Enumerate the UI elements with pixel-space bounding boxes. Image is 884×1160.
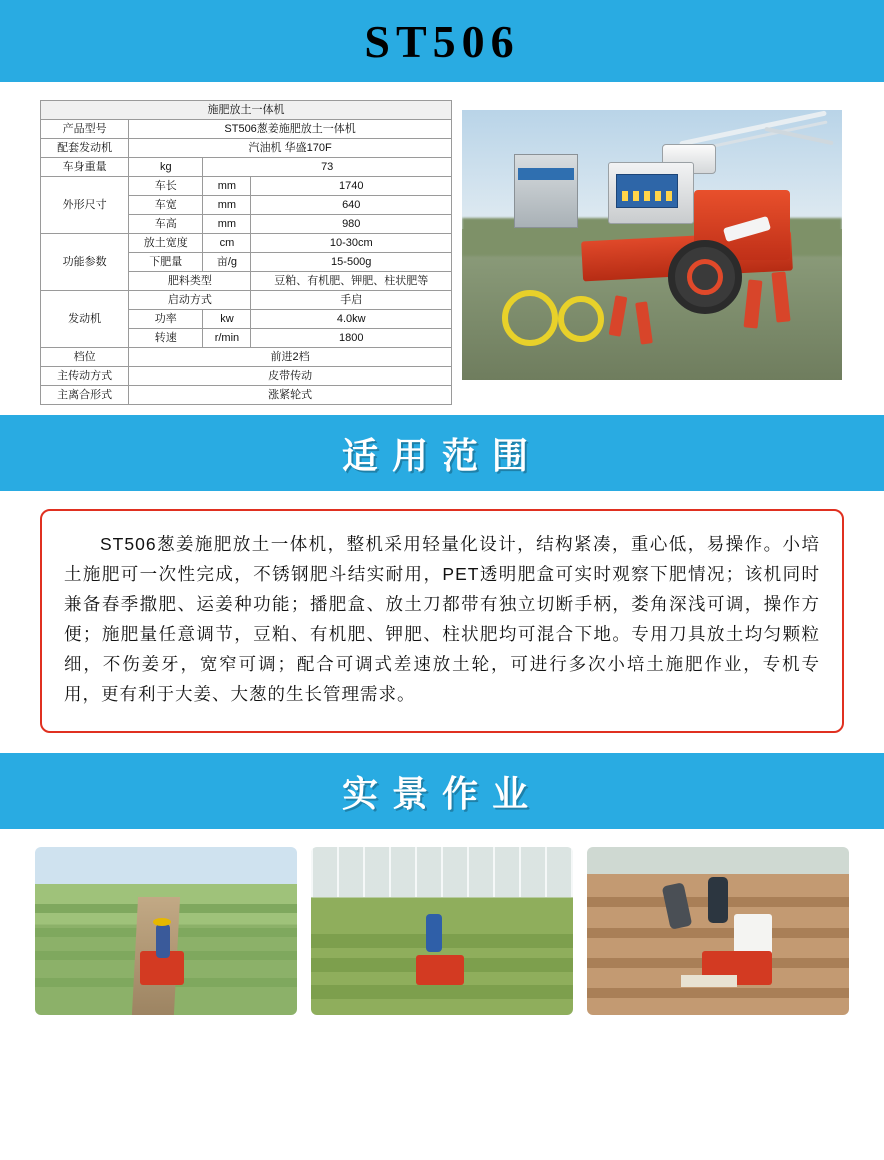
spec-unit-cell: mm	[203, 215, 251, 234]
machine-drive-wheel	[668, 240, 742, 314]
spec-label-cell: 功能参数	[41, 234, 129, 291]
machine-product-photo	[462, 110, 842, 380]
machine-hopper-label	[518, 168, 574, 180]
field-section-title: 实景作业	[341, 773, 542, 814]
machine-soil-disc-right	[558, 296, 604, 342]
description-text: ST506葱姜施肥放土一体机，整机采用轻量化设计，结构紧凑，重心低，易操作。小培土施肥可一次性完成，不锈钢肥斗结实耐用，PET透明肥盒可实时观察下肥情况；该机同时兼备春季撒肥、运姜种功能；播肥盒、放土刀都带有独立切断手柄，娄角深浅可调，操作方便；施肥量任意调节，豆粕、有机肥、钾肥、柱状肥均可混合下地。专用刀具放土均匀颗粒细，不伤姜牙，宽窄可调；配合可调式差速放土轮，可进行多次小培土施肥作业，专机专用，更有利于大姜、大葱的生长管理需求。	[64, 534, 820, 704]
table-row	[41, 386, 452, 405]
spec-label-cell: 外形尺寸	[41, 177, 129, 234]
spec-sub-cell: 放土宽度	[129, 234, 203, 253]
spec-sub-cell: 功率	[129, 310, 203, 329]
spec-sub-cell: 车宽	[129, 196, 203, 215]
spec-value-cell: 15-500g	[251, 253, 452, 272]
spec-label-cell: 档位	[41, 348, 129, 367]
spec-label-cell: 主传动方式	[41, 367, 129, 386]
spec-value-cell: 1740	[251, 177, 452, 196]
spec-unit-cell: kw	[203, 310, 251, 329]
specification-table	[40, 100, 452, 405]
field-photo-gallery	[0, 829, 884, 1041]
table-row	[41, 101, 452, 120]
spec-label-cell: 车身重量	[41, 158, 129, 177]
table-row	[41, 348, 452, 367]
spec-value-cell: 汽油机 华盛170F	[129, 139, 452, 158]
machine-fertilizer-hopper	[514, 154, 578, 228]
spec-sub-cell: 启动方式	[129, 291, 251, 310]
page-title: ST506	[364, 15, 520, 67]
spec-value-cell: 豆粕、有机肥、钾肥、柱状肥等	[251, 272, 452, 291]
table-row	[41, 120, 452, 139]
spec-value-cell: 980	[251, 215, 452, 234]
table-row	[41, 234, 452, 253]
spec-value-cell: ST506葱姜施肥放土一体机	[129, 120, 452, 139]
spec-label-cell: 配套发动机	[41, 139, 129, 158]
spec-sub-cell: 转速	[129, 329, 203, 348]
machine-control-panel	[616, 174, 678, 208]
scope-section-title: 适用范围	[341, 435, 542, 476]
scope-section-banner	[0, 415, 884, 491]
spec-label-cell: 主离合形式	[41, 386, 129, 405]
spec-table-caption: 施肥放土一体机	[41, 101, 452, 120]
spec-unit-cell: cm	[203, 234, 251, 253]
spec-and-photo-block	[0, 82, 884, 415]
spec-unit-cell: mm	[203, 196, 251, 215]
spec-value-cell: 前进2档	[129, 348, 452, 367]
description-section	[0, 491, 884, 753]
spec-sub-cell: 下肥量	[129, 253, 203, 272]
field-photo-greenhouse	[311, 847, 573, 1015]
table-row	[41, 158, 452, 177]
spec-unit-cell: kg	[129, 158, 203, 177]
table-row	[41, 177, 452, 196]
spec-value-cell: 73	[203, 158, 452, 177]
spec-value-cell: 640	[251, 196, 452, 215]
spec-value-cell: 4.0kw	[251, 310, 452, 329]
field-photo-ridge	[587, 847, 849, 1015]
spec-value-cell: 手启	[251, 291, 452, 310]
field-photo-onion	[35, 847, 297, 1015]
spec-value-cell: 10-30cm	[251, 234, 452, 253]
field-section-banner	[0, 753, 884, 829]
table-row	[41, 291, 452, 310]
description-box	[40, 509, 844, 733]
spec-value-cell: 皮带传动	[129, 367, 452, 386]
machine-soil-disc-left	[502, 290, 558, 346]
product-title-banner	[0, 0, 884, 82]
spec-unit-cell: mm	[203, 177, 251, 196]
table-row	[41, 367, 452, 386]
spec-label-cell: 产品型号	[41, 120, 129, 139]
spec-value-cell: 1800	[251, 329, 452, 348]
spec-sub-cell: 车长	[129, 177, 203, 196]
spec-sub-cell: 车高	[129, 215, 203, 234]
table-row	[41, 139, 452, 158]
spec-unit-cell: r/min	[203, 329, 251, 348]
spec-value-cell: 涨紧轮式	[129, 386, 452, 405]
spec-sub-cell: 肥料类型	[129, 272, 251, 291]
spec-label-cell: 发动机	[41, 291, 129, 348]
spec-unit-cell: 亩/g	[203, 253, 251, 272]
